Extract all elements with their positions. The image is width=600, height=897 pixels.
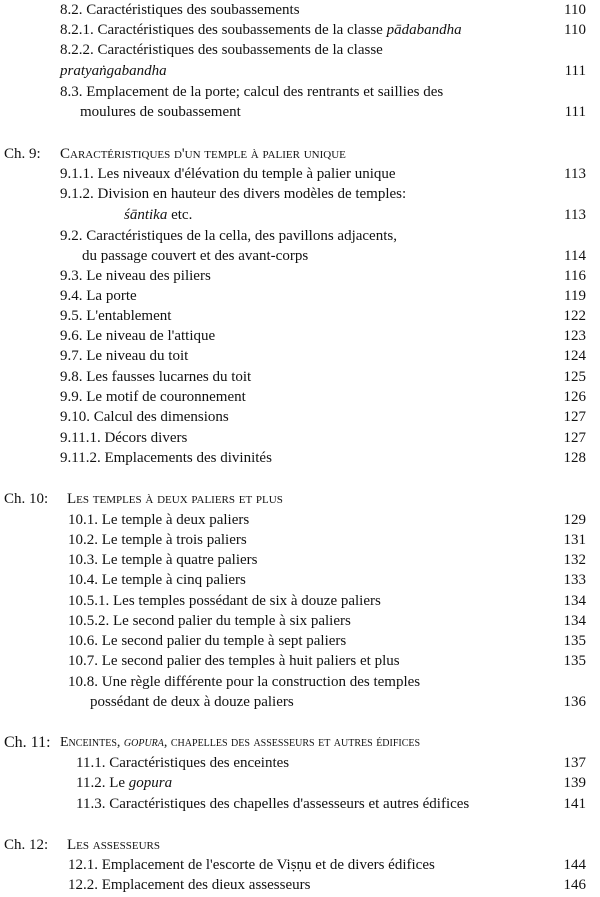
toc-entry-title: 9.10. Calcul des dimensions [60, 409, 229, 425]
toc-entry-title: moulures de soubassement [80, 104, 241, 120]
toc-entry-page: 136 [563, 694, 586, 710]
toc-entry-page: 122 [563, 308, 586, 324]
toc-entry-page: 111 [564, 63, 586, 79]
toc-entry-page: 134 [563, 613, 586, 629]
toc-entry-title: 9.1.2. Division en hauteur des divers modèles de temples: [60, 186, 407, 202]
toc-entry-title: 12.1. Emplacement de l'escorte de Viṣṇu et de divers édifices [68, 857, 435, 873]
toc-entry-page: 116 [564, 268, 586, 284]
toc-entry-title: 9.7. Le niveau du toit [60, 348, 189, 364]
toc-entry-page: 133 [563, 572, 586, 588]
toc-entry-title: 8.3. Emplacement de la porte; calcul des rentrants et saillies des [60, 84, 444, 100]
toc-entry-page: 134 [563, 593, 586, 609]
chapter-number: Ch. 10: [4, 491, 49, 507]
toc-entry-title: 9.3. Le niveau des piliers [60, 268, 211, 284]
toc-entry-page: 119 [564, 288, 586, 304]
toc-entry-page: 123 [563, 328, 586, 344]
toc-entry-page: 113 [564, 166, 586, 182]
toc-entry-page: 110 [564, 2, 586, 18]
toc-entry-title: 9.6. Le niveau de l'attique [60, 328, 216, 344]
chapter-number: Ch. 12: [4, 837, 49, 853]
toc-entry-page: 124 [563, 348, 586, 364]
chapter-title: Les assesseurs [67, 837, 161, 853]
chapter-title: Les temples à deux paliers et plus [67, 491, 283, 507]
toc-entry-title: du passage couvert et des avant-corps [82, 248, 309, 264]
toc-entry-title: 9.4. La porte [60, 288, 137, 304]
toc-entry-title: 8.2.2. Caractéristiques des soubassements de la classe [60, 42, 383, 58]
toc-entry-title: 9.5. L'entablement [60, 308, 172, 324]
toc-entry-page: 135 [563, 653, 586, 669]
toc-entry-title: 10.5.2. Le second palier du temple à six paliers [68, 613, 351, 629]
toc-entry-title: 11.2. Le gopura [76, 775, 173, 791]
toc-entry-title: possédant de deux à douze paliers [90, 694, 294, 710]
toc-entry-page: 131 [563, 532, 586, 548]
chapter-number: Ch. 11: [4, 734, 51, 751]
toc-entry-page: 141 [563, 796, 586, 812]
toc-entry-page: 110 [564, 22, 586, 38]
toc-entry-title: pratyaṅgabandha [60, 63, 167, 79]
chapter-title: Enceintes, gopura, chapelles des assesseurs et autres édifices [60, 735, 421, 750]
toc-entry-title: 11.3. Caractéristiques des chapelles d'assesseurs et autres édifices [76, 796, 470, 812]
chapter-number: Ch. 9: [4, 146, 41, 162]
toc-entry-page: 113 [564, 207, 586, 223]
toc-entry-page: 127 [563, 409, 586, 425]
toc-entry-title: 10.4. Le temple à cinq paliers [68, 572, 246, 588]
toc-entry-title: 10.8. Une règle différente pour la construction des temples [68, 674, 421, 690]
toc-entry-page: 137 [563, 755, 586, 771]
toc-entry-title: 10.2. Le temple à trois paliers [68, 532, 247, 548]
toc-entry-page: 126 [563, 389, 586, 405]
toc-entry-page: 114 [564, 248, 586, 264]
toc-entry-title: 8.2.1. Caractéristiques des soubassements de la classe pādabandha [60, 22, 462, 38]
toc-entry-page: 125 [563, 369, 586, 385]
toc-entry-title: 11.1. Caractéristiques des enceintes [76, 755, 290, 771]
toc-entry-page: 135 [563, 633, 586, 649]
toc-entry-page: 111 [564, 104, 586, 120]
toc-entry-title: 9.11.2. Emplacements des divinités [60, 450, 272, 466]
toc-entry-page: 127 [563, 430, 586, 446]
toc-entry-title: 9.1.1. Les niveaux d'élévation du temple à palier unique [60, 166, 396, 182]
toc-entry-title: śāntika etc. [124, 207, 193, 223]
toc-entry-page: 132 [563, 552, 586, 568]
toc-entry-title: 10.7. Le second palier des temples à huit paliers et plus [68, 653, 400, 669]
toc-entry-title: 10.1. Le temple à deux paliers [68, 512, 250, 528]
toc-entry-title: 9.8. Les fausses lucarnes du toit [60, 369, 252, 385]
toc-entry-page: 128 [563, 450, 586, 466]
toc-entry-title: 9.9. Le motif de couronnement [60, 389, 246, 405]
toc-entry-title: 10.5.1. Les temples possédant de six à douze paliers [68, 593, 381, 609]
toc-entry-title: 9.2. Caractéristiques de la cella, des pavillons adjacents, [60, 228, 397, 244]
toc-entry-title: 8.2. Caractéristiques des soubassements [60, 2, 300, 18]
toc-entry-page: 146 [563, 877, 586, 893]
chapter-title: Caractéristiques d'un temple à palier unique [60, 146, 346, 162]
toc-entry-page: 139 [563, 775, 586, 791]
toc-entry-title: 10.3. Le temple à quatre paliers [68, 552, 258, 568]
toc-entry-page: 144 [563, 857, 586, 873]
toc-entry-page: 129 [563, 512, 586, 528]
toc-entry-title: 10.6. Le second palier du temple à sept paliers [68, 633, 347, 649]
toc-entry-title: 12.2. Emplacement des dieux assesseurs [68, 877, 311, 893]
toc-entry-title: 9.11.1. Décors divers [60, 430, 188, 446]
